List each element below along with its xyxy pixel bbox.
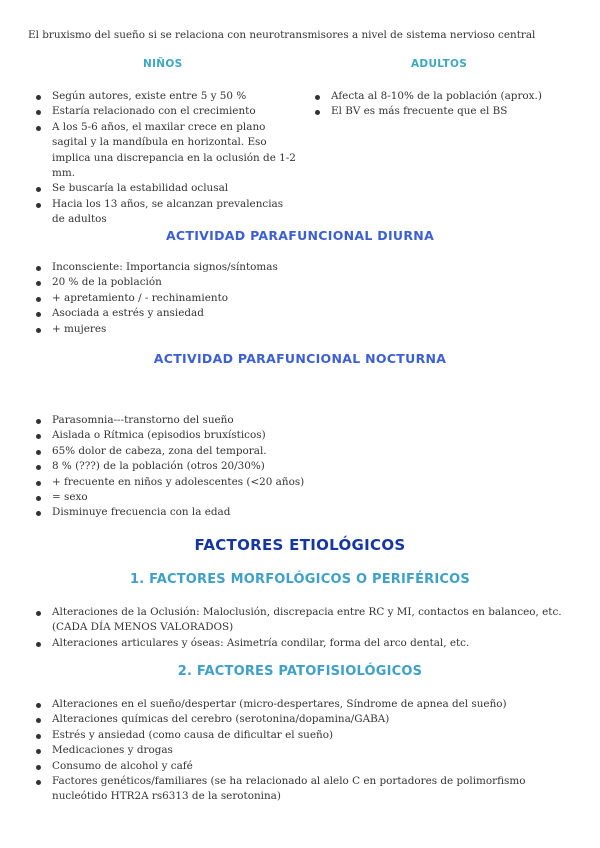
list-item: = sexo bbox=[30, 490, 570, 505]
list-item: Medicaciones y drogas bbox=[30, 743, 578, 758]
list-item: + mujeres bbox=[30, 322, 570, 337]
patofisiologicos-list bbox=[30, 697, 578, 805]
list-item: Afecta al 8-10% de la población (aprox.) bbox=[309, 89, 579, 104]
morfologicos-heading: 1. FACTORES MORFOLÓGICOS O PERIFÉRICOS bbox=[130, 572, 470, 587]
list-item: Hacia los 13 años, se alcanzan prevalencias de adultos bbox=[30, 197, 298, 228]
list-item: Parasomnia---transtorno del sueño bbox=[30, 413, 570, 428]
list-item: 8 % (???) de la población (otros 20/30%) bbox=[30, 459, 570, 474]
list-item: Alteraciones químicas del cerebro (serotonina/dopamina/GABA) bbox=[30, 712, 578, 727]
adultos-list bbox=[309, 89, 579, 120]
list-item: Según autores, existe entre 5 y 50 % bbox=[30, 89, 298, 104]
factores-heading: FACTORES ETIOLÓGICOS bbox=[194, 536, 406, 554]
nocturna-heading: ACTIVIDAD PARAFUNCIONAL NOCTURNA bbox=[153, 351, 447, 366]
list-item: El BV es más frecuente que el BS bbox=[309, 104, 579, 119]
list-item: Alteraciones en el sueño/despertar (micro-despertares, Síndrome de apnea del sueño) bbox=[30, 697, 578, 712]
list-item: Se buscaría la estabilidad oclusal bbox=[30, 181, 298, 196]
diurna-heading: ACTIVIDAD PARAFUNCIONAL DIURNA bbox=[165, 228, 435, 243]
patofisiologicos-heading: 2. FACTORES PATOFISIOLÓGICOS bbox=[177, 664, 423, 679]
list-item: Consumo de alcohol y café bbox=[30, 759, 578, 774]
list-item: Factores genéticos/familiares (se ha relacionado al alelo C en portadores de polimorfismo nucleótido HTR2A rs6313 de la serotonina) bbox=[30, 774, 578, 805]
list-item: Aislada o Rítmica (episodios bruxísticos) bbox=[30, 428, 570, 443]
ninos-heading: NIÑOS bbox=[143, 58, 183, 70]
adultos-heading: ADULTOS bbox=[411, 58, 468, 70]
morfologicos-list bbox=[30, 605, 578, 651]
list-item: Inconsciente: Importancia signos/síntomas bbox=[30, 260, 570, 275]
list-item: + apretamiento / - rechinamiento bbox=[30, 291, 570, 306]
list-item: Estaría relacionado con el crecimiento bbox=[30, 104, 298, 119]
list-item: 65% dolor de cabeza, zona del temporal. bbox=[30, 444, 570, 459]
list-item: Alteraciones articulares y óseas: Asimetría condilar, forma del arco dental, etc. bbox=[30, 636, 578, 651]
list-item: + frecuente en niños y adolescentes (<20 años) bbox=[30, 475, 570, 490]
list-item: 20 % de la población bbox=[30, 275, 570, 290]
list-item: A los 5-6 años, el maxilar crece en plano sagital y la mandíbula en horizontal. Eso implica una discrepancia en la oclusión de 1-2 mm. bbox=[30, 120, 298, 182]
list-item: Disminuye frecuencia con la edad bbox=[30, 505, 570, 520]
list-item: Estrés y ansiedad (como causa de dificultar el sueño) bbox=[30, 728, 578, 743]
intro-text: El bruxismo del sueño si se relaciona con neurotransmisores a nivel de sistema nervioso central bbox=[28, 29, 536, 41]
ninos-list bbox=[30, 89, 298, 228]
list-item: Asociada a estrés y ansiedad bbox=[30, 306, 570, 321]
nocturna-list bbox=[30, 413, 570, 521]
diurna-list bbox=[30, 260, 570, 337]
list-item: Alteraciones de la Oclusión: Maloclusión, discrepacia entre RC y MI, contactos en balanceo, etc. (CADA DÍA MENOS VALORADOS) bbox=[30, 605, 578, 636]
